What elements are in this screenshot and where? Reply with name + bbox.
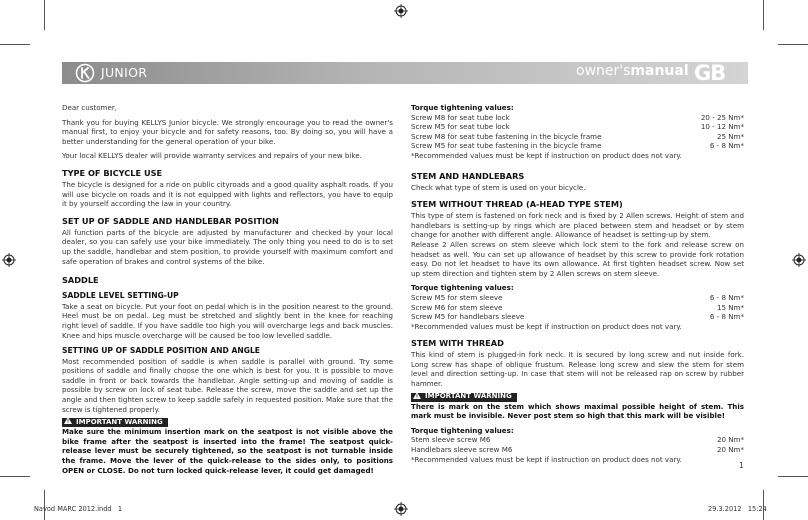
crop-mark — [778, 44, 808, 45]
crop-mark — [778, 476, 808, 477]
manual-word: manual — [630, 63, 689, 79]
angle-paragraph: Most recommended position of saddle is when saddle is parallel with ground. Try some positions of saddle and finally choose the one which is best for you. It is possible to move saddle in front or back towards the handlebar. Angle setting-up and moving of saddle is possible by screw on lock of seat tube. Release the screw, move the saddle and set up the angle and then tighten screw to keep saddle safely in requested position. Make sure that the screw is tightened properly. — [62, 356, 393, 414]
torque-value: 6 - 8 Nm* — [709, 312, 744, 322]
registration-mark-left — [2, 253, 16, 267]
intro-paragraph: Thank you for buying KELLYS Junior bicycle. We strongly encourage you to read the owner's manual first, to enjoy your bicycle and for safety reasons, too. By doing so, you will have a better understanding for the general operation of your bike. — [62, 117, 393, 146]
torque-label: Screw M5 for seat tube lock — [411, 122, 510, 132]
left-column — [62, 103, 393, 480]
torque-value: 20 - 25 Nm* — [700, 112, 744, 122]
level-paragraph: Take a seat on bicycle. Put your foot on pedal which is in the position nearest to the ground. Heel must be on pedal. Leg must be stretched and slightly bent in the knee for reaching right level of saddle. If you have saddle too high you will overcharge legs and back muscles. Knee and hips muscle overcharge will be caused be too low levelled saddle. — [62, 301, 393, 340]
warning-label: IMPORTANT WARNING — [425, 392, 512, 401]
torque-label: Screw M8 for seat tube fastening in the bicycle frame — [411, 131, 602, 141]
torque-row — [411, 303, 744, 313]
type-paragraph: The bicycle is designed for a ride on public cityroads and a good quality asphalt roads. If you will use bicycle on roads and it is not equipped with lights and reflectors, you have to equip it by yourself according the law in your country. — [62, 179, 393, 209]
thread-paragraph: This kind of stem is plugged-in fork neck. It is secured by long screw and nut inside fork. Long screw has shape of oblique frustum. Release long screw and slew the stem for stem level and direction setting-up. In case that stem will not be released rap on screw by rubber hammer. — [411, 350, 744, 389]
torque-table-thread — [411, 426, 744, 464]
torque-row — [411, 113, 744, 123]
footer-date: 29.3.2012 15:24 — [708, 505, 767, 513]
torque-label: Stem sleeve screw M6 — [411, 435, 491, 445]
torque-label: Handlebars sleeve screw M6 — [411, 445, 513, 455]
footer-file-name: Navod MARC 2012.indd 1 — [34, 505, 123, 513]
registration-mark-right — [792, 253, 806, 267]
torque-row — [411, 445, 744, 455]
torque-row — [411, 435, 744, 445]
kellys-logo-icon — [75, 63, 95, 83]
torque-value: 20 Nm* — [716, 435, 744, 445]
subsection-title-angle: SETTING UP OF SADDLE POSITION AND ANGLE — [62, 346, 260, 356]
stem-paragraph: Check what type of stem is used on your bicycle. — [411, 182, 586, 192]
language-code: GB — [694, 61, 726, 85]
warning-label: IMPORTANT WARNING — [76, 417, 163, 426]
warning-triangle-icon — [413, 392, 421, 403]
section-title-type: TYPE OF BICYCLE USE — [62, 167, 163, 178]
section-title-thread: STEM WITH THREAD — [411, 338, 504, 349]
ahead-paragraph-2: Release 2 Allen screws on stem sleeve which lock stem to the fork and release screw on headset as well. You can set up allowance of headset by this screw to provide fork rotation easy. Do not let headset to have its own allowance. At first tighten headset screw. Now set up stem direction and tighten stem by 2 Allen screws on stem sleeve. — [411, 239, 744, 278]
warning-text: Make sure the minimum insertion mark on the seatpost is not visible above the bike frame after the seatpost is inserted into the frame! The seatpost quick-release lever must be securely tightened, so the seatpost is not turnable inside the frame. Move the lever of the quick-release to the sides only, to positions OPEN or CLOSE. Do not turn locked quick-release lever, it could get damaged! — [62, 427, 393, 475]
torque-label: Screw M8 for seat tube lock — [411, 112, 510, 122]
crop-mark — [763, 0, 764, 30]
torque-row — [411, 141, 744, 151]
torque-value: 25 Nm* — [716, 131, 744, 141]
section-title-saddle: SADDLE — [62, 275, 99, 286]
torque-label: Screw M5 for seat tube fastening in the bicycle frame — [411, 141, 602, 151]
torque-label: Screw M5 for stem sleeve — [411, 292, 503, 302]
torque-row — [411, 293, 744, 303]
torque-label: Screw M6 for stem sleeve — [411, 302, 503, 312]
warning-badge — [411, 393, 517, 402]
page-number: 1 — [739, 461, 744, 470]
owners-manual-title — [576, 63, 689, 79]
torque-label: Screw M5 for handlebars sleeve — [411, 312, 525, 322]
brand-title: JUNIOR — [101, 65, 148, 80]
torque-table-stem — [411, 283, 744, 331]
torque-note: *Recommended values must be kept if instruction on product does not vary. — [411, 321, 682, 331]
dealer-paragraph: Your local KELLYS dealer will provide warranty services and repairs of your new bike. — [62, 151, 362, 161]
ahead-paragraph-1: This type of stem is fastened on fork neck and is fixed by 2 Allen screws. Height of stem and handlebars is setting-up by rings which are placed between stem and headset or by stem change for another with different angle. Allowance of headset is setting-up by stem. — [411, 211, 744, 240]
section-title-stem: STEM AND HANDLEBARS — [411, 170, 525, 181]
torque-title: Torque tightening values: — [411, 283, 514, 293]
section-title-setup: SET UP OF SADDLE AND HANDLEBAR POSITION — [62, 215, 279, 226]
greeting: Dear customer, — [62, 103, 118, 112]
crop-mark — [0, 476, 30, 477]
torque-value: 6 - 8 Nm* — [709, 292, 744, 302]
torque-value: 15 Nm* — [716, 302, 744, 312]
torque-title: Torque tightening values: — [411, 425, 514, 435]
warning-badge — [62, 418, 168, 427]
torque-value: 20 Nm* — [716, 445, 744, 455]
torque-row — [411, 132, 744, 142]
crop-mark — [0, 44, 30, 45]
section-title-ahead: STEM WITHOUT THREAD (A-HEAD TYPE STEM) — [411, 199, 623, 210]
crop-mark — [44, 0, 45, 30]
warning-text: There is mark on the stem which shows maximal possible height of stem. This mark must be invisible. Never post stem so high that this mark will be visible! — [411, 401, 744, 421]
setup-paragraph: All function parts of the bicycle are adjusted by manufacturer and checked by your local dealer, so you can safely use your bike immediately. The only thing you need to do is to set up the saddle, handlebar and stem position, to provide yourself with maximum comfort and safe operation of brakes and control systems of the bike. — [62, 227, 393, 266]
torque-note: *Recommended values must be kept if instruction on product does not vary. — [411, 454, 682, 464]
torque-table-seat — [411, 103, 744, 161]
torque-value: 10 - 12 Nm* — [700, 122, 744, 132]
right-column — [411, 103, 744, 469]
registration-mark-bottom — [394, 502, 408, 516]
torque-note: *Recommended values must be kept if instruction on product does not vary. — [411, 150, 682, 160]
owners-word: owner's — [576, 63, 631, 79]
registration-mark-top — [394, 4, 408, 18]
torque-row — [411, 312, 744, 322]
torque-row — [411, 122, 744, 132]
torque-value: 6 - 8 Nm* — [709, 141, 744, 151]
subsection-title-level: SADDLE LEVEL SETTING-UP — [62, 291, 179, 301]
torque-title: Torque tightening values: — [411, 103, 514, 112]
